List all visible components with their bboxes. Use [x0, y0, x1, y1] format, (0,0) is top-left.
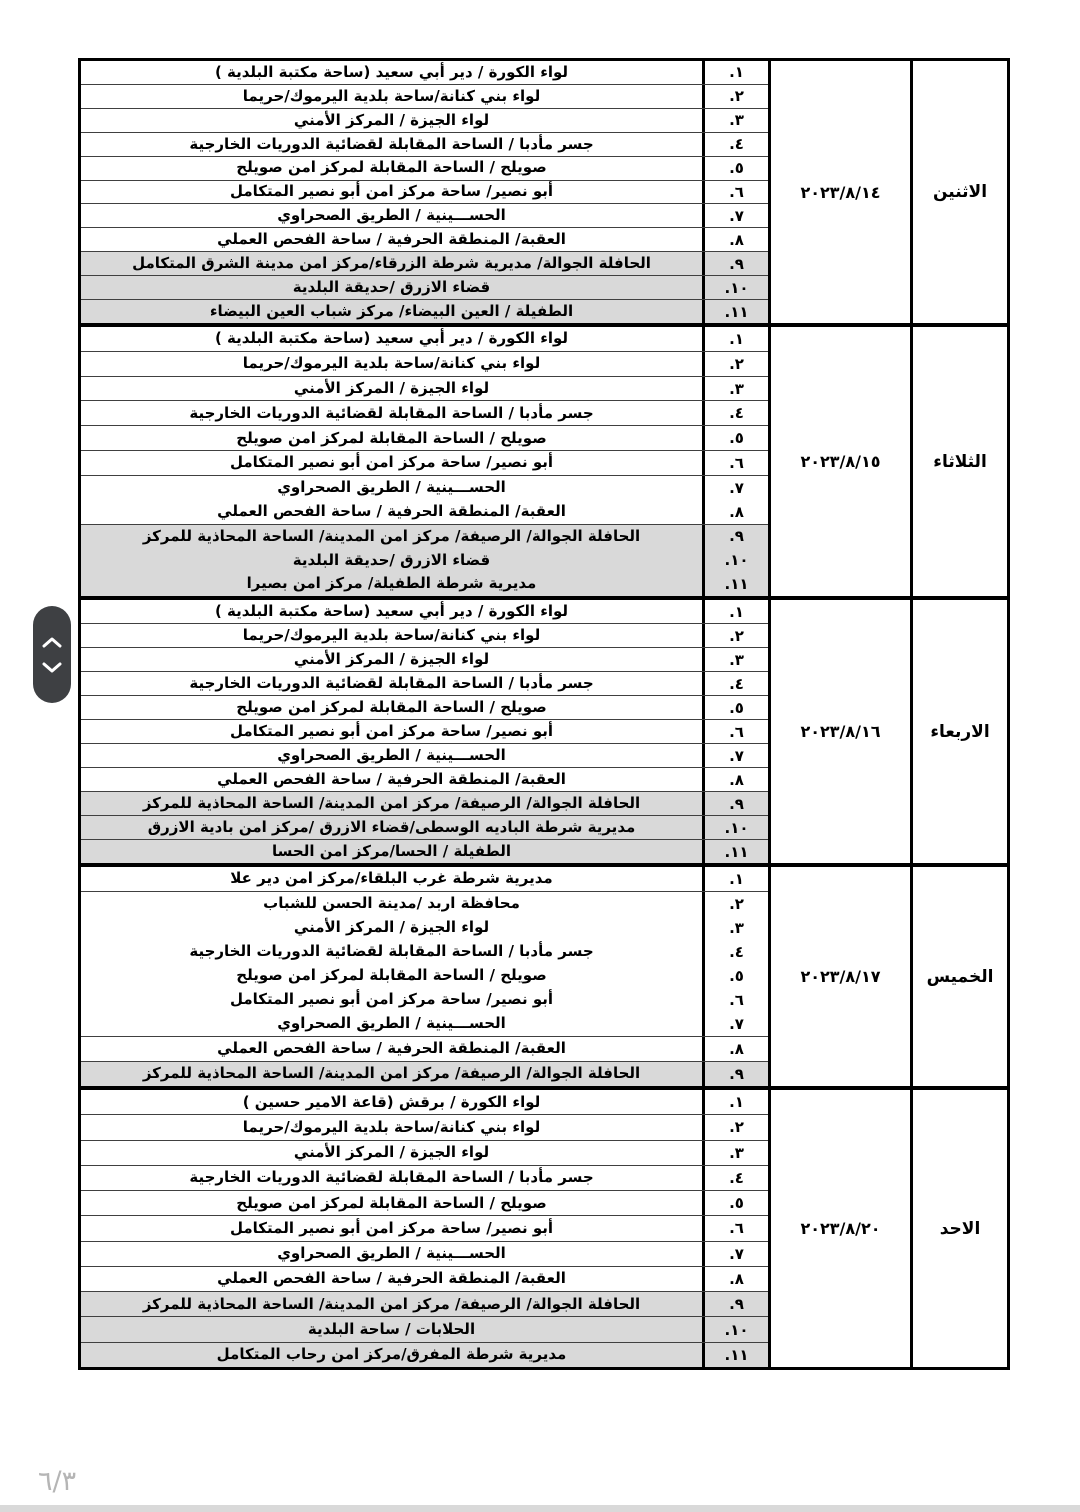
table-row — [81, 624, 768, 648]
row-number: ٧. — [702, 476, 768, 500]
table-row — [81, 476, 768, 500]
row-number: ١١. — [702, 572, 768, 596]
row-number: ١. — [702, 327, 768, 351]
day-name-cell: الاثنين — [910, 61, 1007, 323]
row-number: ٢. — [702, 892, 768, 916]
table-row — [81, 61, 768, 85]
location-cell: محافظة اربد /مدينة الحسن للشباب — [263, 894, 520, 913]
location-cell: لواء الجيزة / المركز الأمني — [293, 378, 490, 397]
location-cell: لواء الكورة / دير أبي سعيد (ساحة مكتبة البلدية ) — [214, 601, 569, 620]
chevron-down-icon — [41, 662, 63, 677]
table-row — [81, 1267, 768, 1292]
row-number: ٤. — [702, 1166, 768, 1190]
row-number: ١. — [702, 1090, 768, 1114]
rows-area — [81, 1090, 768, 1367]
day-block — [81, 61, 1007, 323]
row-number: ١١. — [702, 1343, 768, 1367]
table-row — [81, 1037, 768, 1062]
schedule-table — [78, 58, 1010, 1370]
day-name-cell: الاحد — [910, 1090, 1007, 1367]
row-number: ٥. — [702, 964, 768, 988]
row-number: ٥. — [702, 696, 768, 719]
day-block — [81, 1086, 1007, 1367]
row-number: ٣. — [702, 1141, 768, 1165]
location-cell: أبو نصير/ ساحة مركز امن أبو نصير المتكامل — [230, 990, 553, 1009]
table-row — [81, 1115, 768, 1140]
row-number: ٤. — [702, 940, 768, 964]
location-cell: لواء الجيزة / المركز الأمني — [293, 649, 490, 668]
table-row — [81, 816, 768, 840]
table-row — [81, 204, 768, 228]
table-row — [81, 133, 768, 157]
location-cell: العقبة/ المنطقة الحرفية / ساحة الفحص العملي — [217, 769, 566, 788]
table-row — [81, 600, 768, 624]
location-cell: صويلح / الساحة المقابلة لمركز امن صويلح — [236, 1193, 547, 1212]
table-row — [81, 768, 768, 792]
date-cell: ٢٠٢٣/٨/١٥ — [768, 327, 910, 596]
rows-area — [81, 600, 768, 863]
table-row — [81, 1141, 768, 1166]
location-cell: الطفيلة / الحسا/مركز امن الحسا — [272, 841, 511, 860]
row-number: ٢. — [702, 1115, 768, 1139]
location-cell: الحافلة الجوالة/ الرصيفة/ مركز امن المدينة/ الساحة المحاذية للمركز — [142, 1064, 641, 1083]
row-number: ٢. — [702, 624, 768, 647]
row-number: ٣. — [702, 109, 768, 132]
location-cell: أبو نصير/ ساحة مركز امن أبو نصير المتكامل — [230, 721, 553, 740]
location-cell: الحلابات / ساحة البلدية — [307, 1319, 476, 1338]
table-row — [81, 672, 768, 696]
rows-area — [81, 61, 768, 323]
location-cell: الحافلة الجوالة/ الرصيفة/ مركز امن المدينة/ الساحة المحاذية للمركز — [142, 1294, 641, 1313]
row-number: ١١. — [702, 300, 768, 323]
table-row — [81, 1191, 768, 1216]
location-cell: جسر مأدبا / الساحة المقابلة لقضائية الدوريات الخارجية — [189, 134, 594, 153]
location-cell: الحســـينية / الطريق الصحراوي — [277, 206, 506, 225]
table-row — [81, 1012, 768, 1037]
chevron-up-icon — [41, 637, 63, 652]
row-number: ٣. — [702, 648, 768, 671]
table-row — [81, 109, 768, 133]
row-number: ٦. — [702, 451, 768, 475]
table-row — [81, 572, 768, 596]
location-cell: الحســـينية / الطريق الصحراوي — [277, 478, 506, 497]
location-cell: أبو نصير/ ساحة مركز امن أبو نصير المتكامل — [230, 182, 553, 201]
row-number: ١. — [702, 600, 768, 623]
location-cell: لواء الجيزة / المركز الأمني — [293, 1143, 490, 1162]
date-cell: ٢٠٢٣/٨/١٦ — [768, 600, 910, 863]
row-number: ٢. — [702, 352, 768, 376]
row-number: ١. — [702, 867, 768, 891]
table-row — [81, 181, 768, 205]
location-cell: لواء الجيزة / المركز الأمني — [293, 918, 490, 937]
location-cell: العقبة/ المنطقة الحرفية / ساحة الفحص العملي — [217, 1039, 566, 1058]
row-number: ٨. — [702, 1037, 768, 1061]
location-cell: مديرية شرطة المفرق/مركز امن رحاب المتكامل — [216, 1345, 567, 1364]
row-number: ١٠. — [702, 816, 768, 839]
page-indicator: ٦/٣ — [38, 1466, 77, 1497]
table-row — [81, 85, 768, 109]
location-cell: مديرية شرطة غرب البلقاء/مركز امن دير علا — [230, 869, 553, 888]
table-row — [81, 252, 768, 276]
table-row — [81, 327, 768, 352]
day-name-cell: الخميس — [910, 867, 1007, 1086]
row-number: ٦. — [702, 1216, 768, 1240]
day-block — [81, 323, 1007, 596]
date-cell: ٢٠٢٣/٨/١٧ — [768, 867, 910, 1086]
location-cell: صويلح / الساحة المقابلة لمركز امن صويلح — [236, 158, 547, 177]
table-row — [81, 792, 768, 816]
table-row — [81, 401, 768, 426]
location-cell: العقبة/ المنطقة الحرفية / ساحة الفحص العملي — [217, 230, 566, 249]
table-row — [81, 964, 768, 988]
location-cell: العقبة/ المنطقة الحرفية / ساحة الفحص العملي — [217, 501, 566, 520]
location-cell: مديرية شرطة الباديه الوسطى/قضاء الازرق /مركز امن بادية الازرق — [147, 817, 636, 836]
row-number: ٧. — [702, 204, 768, 227]
location-cell: لواء الكورة / برقش (قاعة الامير حسين ) — [242, 1092, 541, 1111]
scroll-widget — [33, 606, 71, 703]
table-row — [81, 352, 768, 377]
row-number: ٩. — [702, 525, 768, 549]
table-row — [81, 1292, 768, 1317]
location-cell: الحافلة الجوالة/ مديرية شرطة الزرقاء/مركز امن مدينة الشرق المتكامل — [132, 254, 651, 273]
row-number: ٣. — [702, 916, 768, 940]
day-block — [81, 596, 1007, 863]
table-row — [81, 157, 768, 181]
row-number: ٩. — [702, 1062, 768, 1086]
location-cell: الحســـينية / الطريق الصحراوي — [277, 1244, 506, 1263]
day-name-cell: الاربعاء — [910, 600, 1007, 863]
location-cell: أبو نصير/ ساحة مركز امن أبو نصير المتكامل — [230, 453, 553, 472]
date-cell: ٢٠٢٣/٨/٢٠ — [768, 1090, 910, 1367]
location-cell: لواء بني كنانة/ساحة بلدية اليرموك/حريما — [242, 1117, 541, 1136]
table-row — [81, 988, 768, 1012]
table-row — [81, 525, 768, 549]
table-row — [81, 500, 768, 525]
location-cell: العقبة/ المنطقة الحرفية / ساحة الفحص العملي — [217, 1269, 566, 1288]
table-row — [81, 1090, 768, 1115]
table-row — [81, 867, 768, 892]
date-cell: ٢٠٢٣/٨/١٤ — [768, 61, 910, 323]
location-cell: الحســـينية / الطريق الصحراوي — [277, 1014, 506, 1033]
table-row — [81, 744, 768, 768]
location-cell: لواء بني كنانة/ساحة بلدية اليرموك/حريما — [242, 625, 541, 644]
location-cell: لواء الكورة / دير أبي سعيد (ساحة مكتبة البلدية ) — [214, 62, 569, 81]
location-cell: لواء الكورة / دير أبي سعيد (ساحة مكتبة البلدية ) — [214, 329, 569, 348]
scroll-down-button[interactable] — [41, 661, 63, 674]
table-row — [81, 300, 768, 323]
row-number: ٥. — [702, 1191, 768, 1215]
row-number: ٨. — [702, 768, 768, 791]
table-row — [81, 696, 768, 720]
bottom-edge-bar — [0, 1505, 1080, 1512]
row-number: ٧. — [702, 1242, 768, 1266]
table-row — [81, 720, 768, 744]
row-number: ١. — [702, 61, 768, 84]
location-cell: أبو نصير/ ساحة مركز امن أبو نصير المتكامل — [230, 1218, 553, 1237]
location-cell: الحســـينية / الطريق الصحراوي — [277, 745, 506, 764]
location-cell: الطفيلة / العين البيضاء/ مركز شباب العين البيضاء — [209, 301, 574, 320]
location-cell: صويلح / الساحة المقابلة لمركز امن صويلح — [236, 428, 547, 447]
row-number: ٤. — [702, 401, 768, 425]
location-cell: صويلح / الساحة المقابلة لمركز امن صويلح — [236, 966, 547, 985]
row-number: ٢. — [702, 85, 768, 108]
location-cell: قضاء الازرق /حديقة البلدية — [292, 277, 491, 296]
row-number: ٦. — [702, 181, 768, 204]
table-row — [81, 916, 768, 940]
row-number: ١١. — [702, 840, 768, 863]
table-row — [81, 892, 768, 916]
day-name-cell: الثلاثاء — [910, 327, 1007, 596]
row-number: ٥. — [702, 157, 768, 180]
row-number: ٩. — [702, 792, 768, 815]
row-number: ٧. — [702, 744, 768, 767]
scroll-up-button[interactable] — [41, 636, 63, 649]
row-number: ٨. — [702, 228, 768, 251]
row-number: ٨. — [702, 500, 768, 524]
table-row — [81, 840, 768, 863]
location-cell: لواء بني كنانة/ساحة بلدية اليرموك/حريما — [242, 354, 541, 373]
table-row — [81, 1216, 768, 1241]
location-cell: لواء الجيزة / المركز الأمني — [293, 110, 490, 129]
row-number: ١٠. — [702, 1317, 768, 1341]
day-block — [81, 863, 1007, 1086]
table-row — [81, 276, 768, 300]
table-row — [81, 377, 768, 402]
table-row — [81, 426, 768, 451]
table-row — [81, 1166, 768, 1191]
row-number: ٤. — [702, 672, 768, 695]
location-cell: الحافلة الجوالة/ الرصيفة/ مركز امن المدينة/ الساحة المحاذية للمركز — [142, 793, 641, 812]
table-row — [81, 228, 768, 252]
location-cell: جسر مأدبا / الساحة المقابلة لقضائية الدوريات الخارجية — [189, 942, 594, 961]
table-row — [81, 648, 768, 672]
row-number: ٦. — [702, 720, 768, 743]
location-cell: لواء بني كنانة/ساحة بلدية اليرموك/حريما — [242, 86, 541, 105]
location-cell: الحافلة الجوالة/ الرصيفة/ مركز امن المدينة/ الساحة المحاذية للمركز — [142, 526, 641, 545]
row-number: ٦. — [702, 988, 768, 1012]
table-row — [81, 451, 768, 476]
row-number: ٩. — [702, 1292, 768, 1316]
table-row — [81, 548, 768, 572]
table-row — [81, 1343, 768, 1367]
row-number: ١٠. — [702, 276, 768, 299]
row-number: ٨. — [702, 1267, 768, 1291]
location-cell: قضاء الازرق /حديقة البلدية — [292, 550, 491, 569]
table-row — [81, 1317, 768, 1342]
rows-area — [81, 867, 768, 1086]
row-number: ٣. — [702, 377, 768, 401]
row-number: ٤. — [702, 133, 768, 156]
location-cell: صويلح / الساحة المقابلة لمركز امن صويلح — [236, 697, 547, 716]
table-row — [81, 1242, 768, 1267]
row-number: ٥. — [702, 426, 768, 450]
location-cell: مديرية شرطة الطفيلة/ مركز امن بصيرا — [246, 574, 537, 593]
rows-area — [81, 327, 768, 596]
row-number: ١٠. — [702, 548, 768, 572]
location-cell: جسر مأدبا / الساحة المقابلة لقضائية الدوريات الخارجية — [189, 403, 594, 422]
location-cell: جسر مأدبا / الساحة المقابلة لقضائية الدوريات الخارجية — [189, 673, 594, 692]
row-number: ٧. — [702, 1012, 768, 1036]
table-row — [81, 940, 768, 964]
table-row — [81, 1062, 768, 1086]
location-cell: جسر مأدبا / الساحة المقابلة لقضائية الدوريات الخارجية — [189, 1168, 594, 1187]
row-number: ٩. — [702, 252, 768, 275]
